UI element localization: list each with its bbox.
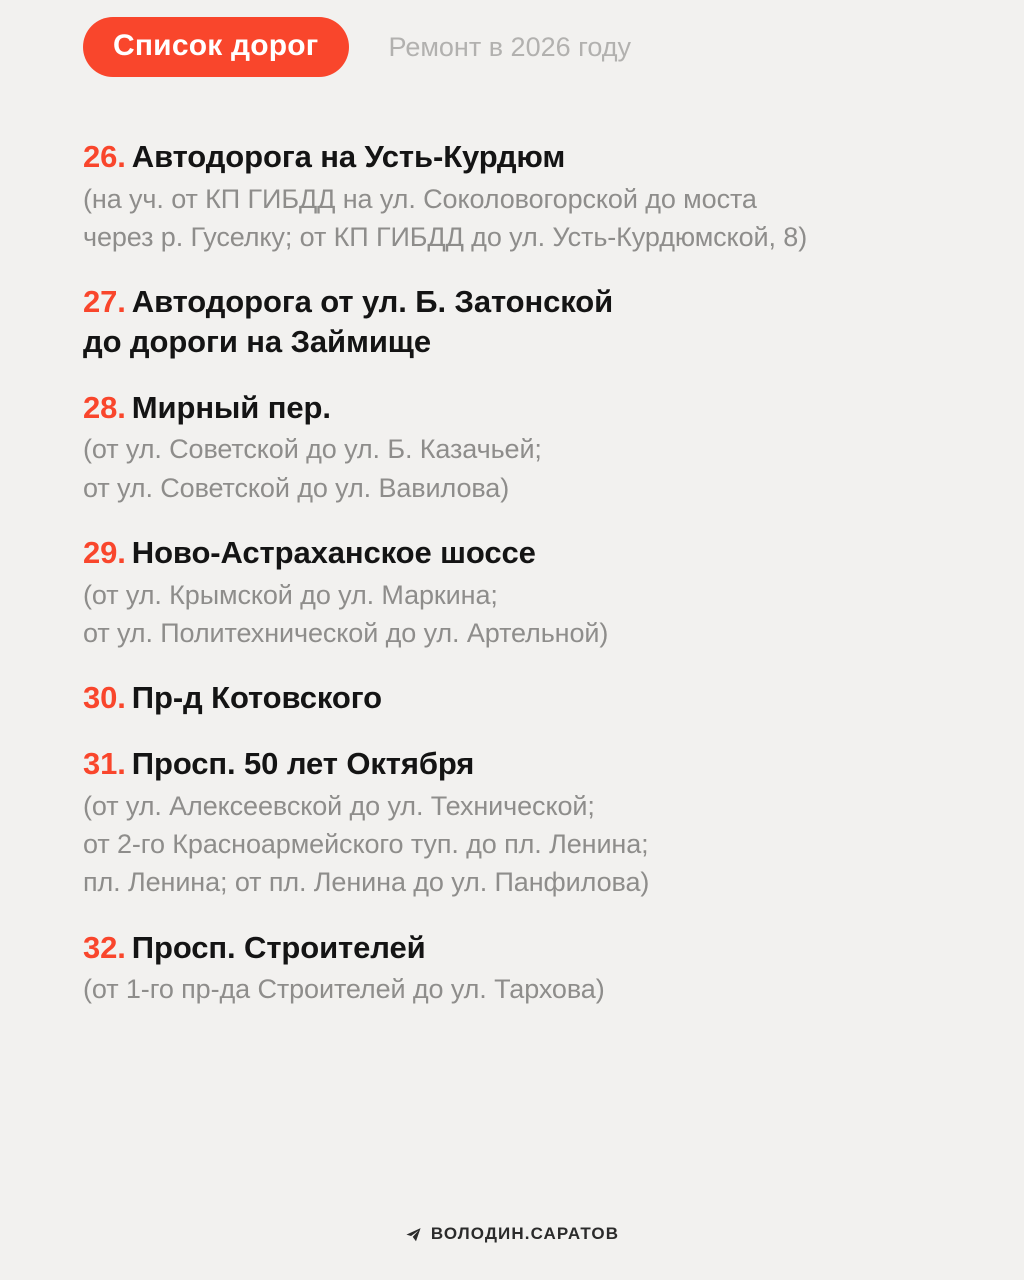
entry-description	[83, 576, 954, 653]
header	[0, 0, 1024, 77]
entry-title	[83, 678, 954, 718]
footer	[0, 1224, 1024, 1280]
entry-description	[83, 970, 954, 1008]
road-list	[0, 77, 1024, 1224]
entry-title	[83, 137, 954, 177]
entry-number: 32.	[83, 929, 126, 965]
list-badge: Список дорог	[83, 17, 349, 77]
telegram-icon	[405, 1226, 422, 1243]
entry-title-text: Мирный пер.	[131, 389, 331, 425]
entry-description	[83, 430, 954, 507]
entry-description-line: (от ул. Крымской до ул. Маркина;	[83, 579, 498, 610]
entry-title	[83, 928, 954, 968]
entry-description-line: пл. Ленина; от пл. Ленина до ул. Панфилова)	[83, 867, 650, 898]
entry-title-second-line: до дороги на Займище	[83, 324, 431, 359]
list-item	[83, 744, 954, 902]
entry-title-text: Просп. 50 лет Октября	[131, 746, 475, 781]
entry-description-line: (от ул. Алексеевской до ул. Технической;	[83, 790, 595, 821]
entry-title	[83, 282, 954, 322]
entry-title-text: Автодорога на Усть-Курдюм	[131, 139, 566, 174]
entry-description-line: через р. Гуселку; от КП ГИБДД до ул. Усть-Курдюмской, 8)	[83, 222, 808, 252]
list-item	[83, 137, 954, 256]
entry-title-text: Ново-Астраханское шоссе	[131, 535, 536, 570]
entry-number: 30.	[83, 680, 126, 716]
header-subtitle: Ремонт в 2026 году	[388, 31, 632, 62]
entry-description	[83, 787, 954, 902]
footer-channel-name: ВОЛОДИН.САРАТОВ	[430, 1224, 620, 1243]
entry-number: 28.	[83, 389, 126, 425]
list-item	[83, 388, 954, 507]
entry-number: 27.	[83, 284, 126, 320]
entry-title	[83, 744, 954, 784]
entry-title	[83, 388, 954, 428]
entry-description-line: (на уч. от КП ГИБДД на ул. Соколовогорской до моста	[83, 183, 757, 214]
entry-title-text: Просп. Строителей	[131, 929, 426, 965]
list-item	[83, 282, 954, 361]
entry-description-line: от ул. Политехнической до ул. Артельной)	[83, 618, 609, 648]
list-item	[83, 678, 954, 718]
entry-title-text: Пр-д Котовского	[131, 680, 382, 716]
entry-description	[83, 180, 954, 257]
entry-number: 31.	[83, 746, 126, 781]
entry-description-line: от 2-го Красноармейского туп. до пл. Ленина;	[83, 829, 649, 859]
entry-number: 29.	[83, 535, 126, 570]
entry-title-text: Автодорога от ул. Б. Затонской	[131, 284, 614, 320]
entry-description-line: (от 1-го пр-да Строителей до ул. Тархова)	[83, 974, 605, 1005]
entry-number: 26.	[83, 139, 126, 174]
entry-description-line: от ул. Советской до ул. Вавилова)	[83, 472, 510, 503]
list-item	[83, 928, 954, 1009]
entry-title	[83, 533, 954, 573]
list-item	[83, 533, 954, 652]
entry-description-line: (от ул. Советской до ул. Б. Казачьей;	[83, 434, 542, 465]
